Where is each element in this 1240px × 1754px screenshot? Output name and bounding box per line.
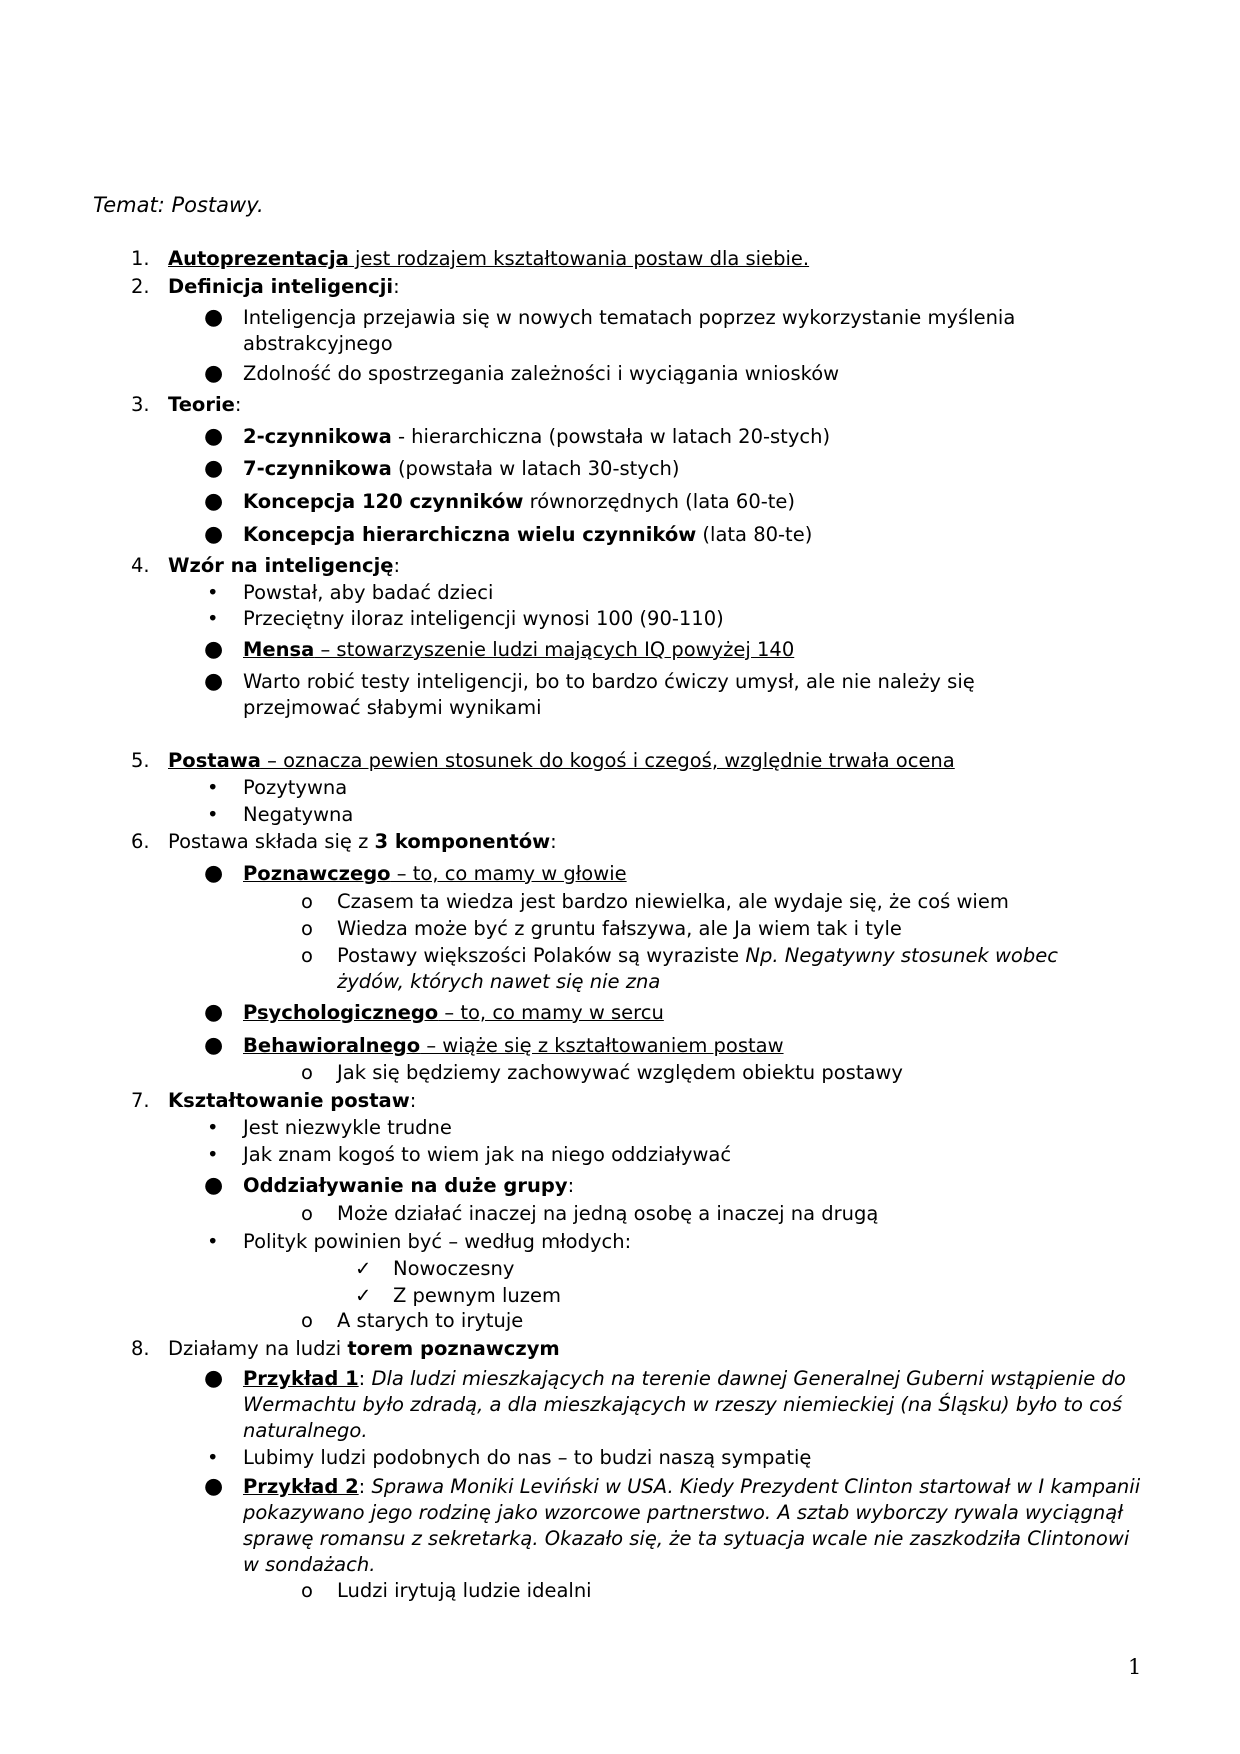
check-icon: ✓ — [355, 1257, 372, 1280]
page-number: 1 — [1128, 1655, 1142, 1679]
list-item: Pozytywna — [243, 776, 348, 799]
item-number: 1. — [131, 247, 150, 270]
list-item: Oddziaływanie na duże grupy: — [243, 1174, 575, 1197]
circle-bullet-icon: o — [301, 890, 313, 913]
list-item: Jak się będziemy zachowywać względem obiektu postawy — [337, 1061, 903, 1084]
check-icon: ✓ — [355, 1284, 372, 1307]
list-item: Inteligencja przejawia się w nowych tematach poprzez wykorzystanie myślenia abstrakcyjnego — [243, 306, 1016, 355]
item-6: Postawa składa się z 3 komponentów: — [168, 830, 557, 853]
bullet-icon: • — [207, 1143, 219, 1166]
bullet-icon: ● — [204, 637, 224, 662]
bullet-icon: ● — [204, 424, 224, 449]
list-item: Jest niezwykle trudne — [243, 1116, 452, 1139]
item-1: Autoprezentacja jest rodzajem kształtowania postaw dla siebie. — [168, 247, 810, 270]
page-title: Temat: Postawy. — [93, 193, 264, 217]
list-item: A starych to irytuje — [337, 1309, 524, 1332]
item-number: 4. — [131, 554, 150, 577]
bullet-icon: ● — [204, 489, 224, 514]
list-item: Koncepcja hierarchiczna wielu czynników (lata 80-te) — [243, 523, 813, 546]
list-item: Koncepcja 120 czynników równorzędnych (lata 60-te) — [243, 490, 796, 513]
item-4: Wzór na inteligencję: — [168, 554, 401, 577]
list-item: Polityk powinien być – według młodych: — [243, 1230, 632, 1253]
list-item: Jak znam kogoś to wiem jak na niego oddziaływać — [243, 1143, 732, 1166]
list-item: Ludzi irytują ludzie idealni — [337, 1579, 592, 1602]
item-number: 3. — [131, 393, 150, 416]
item-number: 8. — [131, 1337, 150, 1360]
bullet-icon: ● — [204, 1033, 224, 1058]
bullet-icon: ● — [204, 669, 224, 694]
bullet-icon: ● — [204, 1366, 224, 1391]
list-item: Zdolność do spostrzegania zależności i wyciągania wniosków — [243, 362, 840, 385]
list-item: Z pewnym luzem — [393, 1284, 561, 1307]
item-7: Kształtowanie postaw: — [168, 1089, 417, 1112]
bullet-icon: ● — [204, 305, 224, 330]
bullet-icon: ● — [204, 456, 224, 481]
circle-bullet-icon: o — [301, 1202, 313, 1225]
list-item: Powstał, aby badać dzieci — [243, 581, 494, 604]
bullet-icon: • — [207, 1230, 219, 1253]
list-item: Negatywna — [243, 803, 354, 826]
list-item: Warto robić testy inteligencji, bo to bardzo ćwiczy umysł, ale nie należy się przejmować słabymi wynikami — [243, 670, 975, 719]
list-item: Lubimy ludzi podobnych do nas – to budzi naszą sympatię — [243, 1446, 812, 1469]
list-item: 2-czynnikowa - hierarchiczna (powstała w latach 20-stych) — [243, 425, 831, 448]
circle-bullet-icon: o — [301, 944, 313, 967]
bullet-icon: • — [207, 607, 219, 630]
item-number: 5. — [131, 749, 150, 772]
list-item: Poznawczego – to, co mamy w głowie — [243, 862, 627, 885]
bullet-icon: ● — [204, 1000, 224, 1025]
circle-bullet-icon: o — [301, 917, 313, 940]
list-item: Mensa – stowarzyszenie ludzi mających IQ powyżej 140 — [243, 638, 795, 661]
list-item: Nowoczesny — [393, 1257, 515, 1280]
bullet-icon: ● — [204, 522, 224, 547]
bullet-icon: • — [207, 1446, 219, 1469]
list-item: Przykład 2: Sprawa Moniki Leviński w USA. Kiedy Prezydent Clinton startował w I kampanii pokazywano jego rodzinę jako wzorcowe partnerstwo. A sztab wyborczy rywala wyciągnął sprawę romansu z sekretarką. Okazało się, że ta sytuacja wcale nie zaszkodziła Clintonowi w sondażach. — [243, 1475, 1141, 1576]
bullet-icon: • — [207, 581, 219, 604]
list-item: Może działać inaczej na jedną osobę a inaczej na drugą — [337, 1202, 879, 1225]
item-number: 2. — [131, 275, 150, 298]
item-2: Definicja inteligencji: — [168, 275, 400, 298]
bullet-icon: ● — [204, 361, 224, 386]
list-item: Przykład 1: Dla ludzi mieszkających na terenie dawnej Generalnej Guberni wstąpienie do Wermachtu było zdradą, a dla mieszkających w rzeszy niemieckiej (na Śląsku) było to coś naturalnego. — [243, 1367, 1126, 1442]
item-5: Postawa – oznacza pewien stosunek do kogoś i czegoś, względnie trwała ocena — [168, 749, 955, 772]
list-item: Przeciętny iloraz inteligencji wynosi 100 (90-110) — [243, 607, 724, 630]
circle-bullet-icon: o — [301, 1061, 313, 1084]
list-item: Postawy większości Polaków są wyraziste Np. Negatywny stosunek wobec żydów, których nawet się nie zna — [337, 944, 1058, 993]
bullet-icon: ● — [204, 861, 224, 886]
bullet-icon: ● — [204, 1173, 224, 1198]
list-item: Behawioralnego – wiąże się z kształtowaniem postaw — [243, 1034, 784, 1057]
item-number: 7. — [131, 1089, 150, 1112]
list-item: Psychologicznego – to, co mamy w sercu — [243, 1001, 664, 1024]
bullet-icon: • — [207, 776, 219, 799]
item-3: Teorie: — [168, 393, 242, 416]
circle-bullet-icon: o — [301, 1579, 313, 1602]
bullet-icon: ● — [204, 1474, 224, 1499]
bullet-icon: • — [207, 1116, 219, 1139]
list-item: Czasem ta wiedza jest bardzo niewielka, ale wydaje się, że coś wiem — [337, 890, 1009, 913]
item-number: 6. — [131, 830, 150, 853]
list-item: 7-czynnikowa (powstała w latach 30-stych) — [243, 457, 680, 480]
circle-bullet-icon: o — [301, 1309, 313, 1332]
item-8: Działamy na ludzi torem poznawczym — [168, 1337, 560, 1360]
list-item: Wiedza może być z gruntu fałszywa, ale Ja wiem tak i tyle — [337, 917, 902, 940]
bullet-icon: • — [207, 803, 219, 826]
